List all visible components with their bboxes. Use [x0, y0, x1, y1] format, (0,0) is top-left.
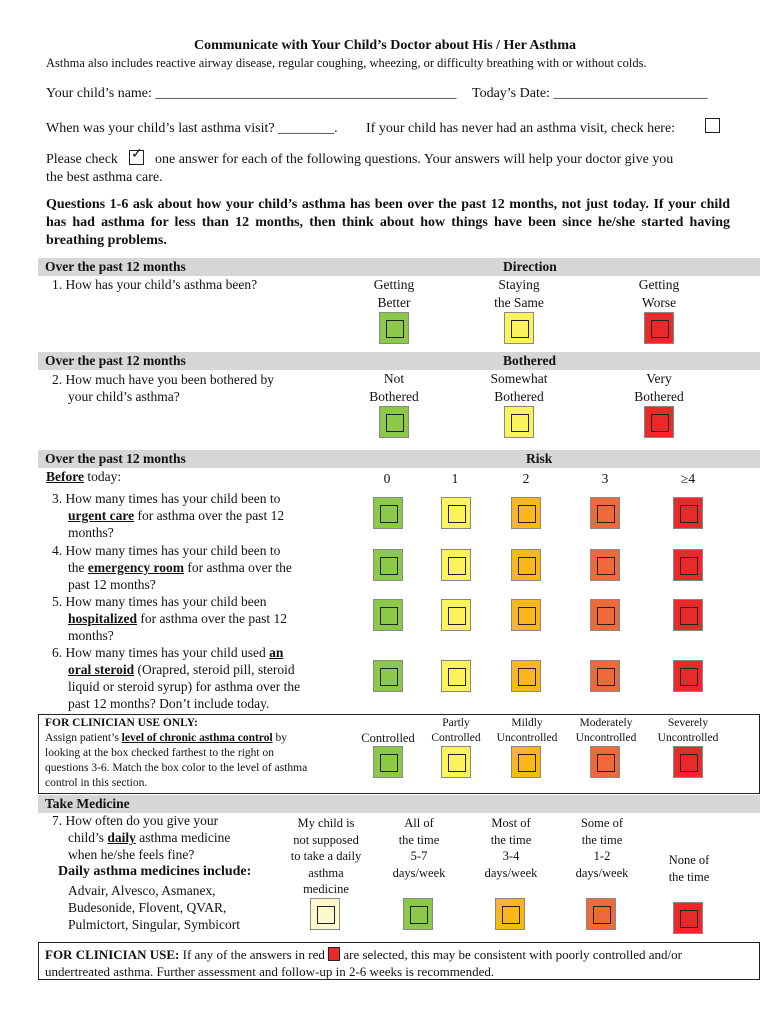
risk-scale-label: 1 — [451, 471, 459, 486]
risk-scale-label: 0 — [383, 471, 391, 486]
clinician-text: FOR CLINICIAN USE ONLY: Assign patient’s level of chronic asthma control by looking at the box checked farthest to the right on questions 3-6. Match the box color to the level of asthma control in this section. — [45, 717, 308, 789]
question-7: 7. How often do you give your child’s daily asthma medicine when he/she feels fine? — [52, 813, 231, 862]
medicine-option-label: All of the time 5-7 days/week — [392, 816, 446, 880]
answer-checkbox-yellow[interactable] — [441, 549, 471, 581]
answer-checkbox-orange[interactable] — [511, 599, 541, 631]
answer-checkbox-red[interactable] — [644, 406, 674, 438]
page-subtitle: Asthma also includes reactive airway disease, regular coughing, wheezing, or difficulty breathing with or without colds. — [46, 56, 647, 70]
control-level-label: Mildly Uncontrolled — [496, 717, 558, 744]
answer-checkbox-pale[interactable] — [310, 898, 340, 930]
control-level-label: Partly Controlled — [431, 717, 481, 744]
option-label: Getting Better — [373, 277, 415, 310]
checkmark-icon — [129, 150, 144, 168]
never-visit-label: If your child has never had an asthma visit, check here: — [366, 121, 676, 136]
option-label: Somewhat Bothered — [490, 371, 548, 404]
question-5: 5. How many times has your child been hospitalized for asthma over the past 12 months? — [52, 594, 287, 643]
answer-checkbox-dark-orange[interactable] — [586, 898, 616, 930]
answer-checkbox-yellow[interactable] — [441, 497, 471, 529]
answer-checkbox-dark-orange[interactable] — [590, 599, 620, 631]
answer-checkbox-red[interactable] — [644, 312, 674, 344]
control-box-green[interactable] — [373, 746, 403, 778]
today-date-field[interactable]: Today’s Date: ______________________ — [472, 86, 708, 101]
control-box-orange[interactable] — [511, 746, 541, 778]
question-1: 1. How has your child’s asthma been? — [52, 277, 258, 292]
answer-checkbox-orange[interactable] — [511, 549, 541, 581]
section-bothered-band — [38, 352, 760, 370]
medicine-option-label: None of the time — [668, 853, 710, 884]
control-level-label: Severely Uncontrolled — [657, 717, 719, 744]
answer-checkbox-green[interactable] — [373, 549, 403, 581]
band-heading: Bothered — [503, 353, 556, 368]
answer-checkbox-red[interactable] — [673, 902, 703, 934]
question-3: 3. How many times has your child been to urgent care for asthma over the past 12 months? — [52, 491, 285, 540]
answer-checkbox-red[interactable] — [673, 549, 703, 581]
risk-scale-label: 2 — [522, 471, 530, 486]
red-indicator-icon — [328, 947, 340, 961]
please-check-line2: the best asthma care. — [46, 170, 163, 185]
section-direction-band — [38, 258, 760, 276]
page-title: Communicate with Your Child’s Doctor about His / Her Asthma — [193, 38, 577, 53]
answer-checkbox-green[interactable] — [379, 406, 409, 438]
answer-checkbox-orange[interactable] — [511, 660, 541, 692]
question-2-line2: your child’s asthma? — [68, 389, 180, 404]
question-6: 6. How many times has your child used an oral steroid (Orapred, steroid pill, steroid liquid or steroid syrup) for asthma over the past 12 months? Don’t include today. — [52, 645, 301, 711]
meds-heading: Daily asthma medicines include: — [58, 864, 252, 879]
control-level-label: Controlled — [361, 731, 415, 745]
risk-scale-label: 3 — [601, 471, 609, 486]
answer-checkbox-yellow[interactable] — [504, 312, 534, 344]
band-heading: Direction — [503, 259, 557, 274]
before-today-label: Before today: — [46, 469, 122, 484]
answer-checkbox-green[interactable] — [403, 898, 433, 930]
questions-intro: Questions 1-6 ask about how your child’s asthma has been over the past 12 months, not just today. If your child has had asthma for less than 12 months, then think about how things have been since he/she started having breathing problems. — [46, 197, 730, 248]
child-name-field[interactable]: Your child’s name: ___________________________________________ — [46, 86, 457, 101]
answer-checkbox-red[interactable] — [673, 497, 703, 529]
answer-checkbox-yellow[interactable] — [504, 406, 534, 438]
section-risk-band — [38, 450, 760, 468]
footer-text: FOR CLINICIAN USE: If any of the answers in red are selected, this may be consistent with poorly controlled and/or undertreated asthma. Further assessment and follow-up in 2-6 weeks is recommended. — [45, 947, 682, 979]
answer-checkbox-dark-orange[interactable] — [590, 660, 620, 692]
answer-checkbox-orange[interactable] — [495, 898, 525, 930]
please-check-rest: one answer for each of the following questions. Your answers will help your doctor give you — [155, 152, 674, 167]
section-medicine-band — [38, 795, 760, 813]
medicine-option-label: Some of the time 1-2 days/week — [575, 816, 629, 880]
option-label: Staying the Same — [494, 277, 544, 310]
control-box-red[interactable] — [673, 746, 703, 778]
meds-list: Advair, Alvesco, Asmanex, Budesonide, Flovent, QVAR, Pulmictort, Singular, Symbicort — [68, 883, 240, 932]
option-label: Getting Worse — [638, 277, 680, 310]
answer-checkbox-green[interactable] — [373, 497, 403, 529]
answer-checkbox-dark-orange[interactable] — [590, 497, 620, 529]
medicine-option-label: My child is not supposed to take a daily asthma medicine — [290, 816, 362, 896]
risk-scale-label: ≥4 — [680, 471, 696, 486]
never-visit-checkbox[interactable] — [705, 118, 720, 136]
answer-checkbox-green[interactable] — [373, 599, 403, 631]
last-visit-field[interactable]: When was your child’s last asthma visit? ________. — [46, 121, 338, 136]
answer-checkbox-dark-orange[interactable] — [590, 549, 620, 581]
please-check-label: Please check — [46, 152, 118, 167]
band-label: Over the past 12 months — [45, 353, 186, 368]
medicine-option-label: Most of the time 3-4 days/week — [484, 816, 538, 880]
control-box-dark-orange[interactable] — [590, 746, 620, 778]
question-2-line1: 2. How much have you been bothered by — [52, 372, 274, 387]
answer-checkbox-green[interactable] — [379, 312, 409, 344]
answer-checkbox-yellow[interactable] — [441, 599, 471, 631]
answer-checkbox-yellow[interactable] — [441, 660, 471, 692]
option-label: Very Bothered — [634, 371, 684, 404]
band-label: Over the past 12 months — [45, 259, 186, 274]
control-level-label: Moderately Uncontrolled — [575, 717, 637, 744]
question-4: 4. How many times has your child been to the emergency room for asthma over the past 12 months? — [52, 543, 292, 592]
answer-checkbox-red[interactable] — [673, 599, 703, 631]
answer-checkbox-green[interactable] — [373, 660, 403, 692]
option-label: Not Bothered — [369, 371, 419, 404]
control-box-yellow[interactable] — [441, 746, 471, 778]
band-label: Over the past 12 months — [45, 451, 186, 466]
band-heading: Risk — [526, 451, 553, 466]
answer-checkbox-red[interactable] — [673, 660, 703, 692]
band-label: Take Medicine — [45, 796, 130, 811]
answer-checkbox-orange[interactable] — [511, 497, 541, 529]
